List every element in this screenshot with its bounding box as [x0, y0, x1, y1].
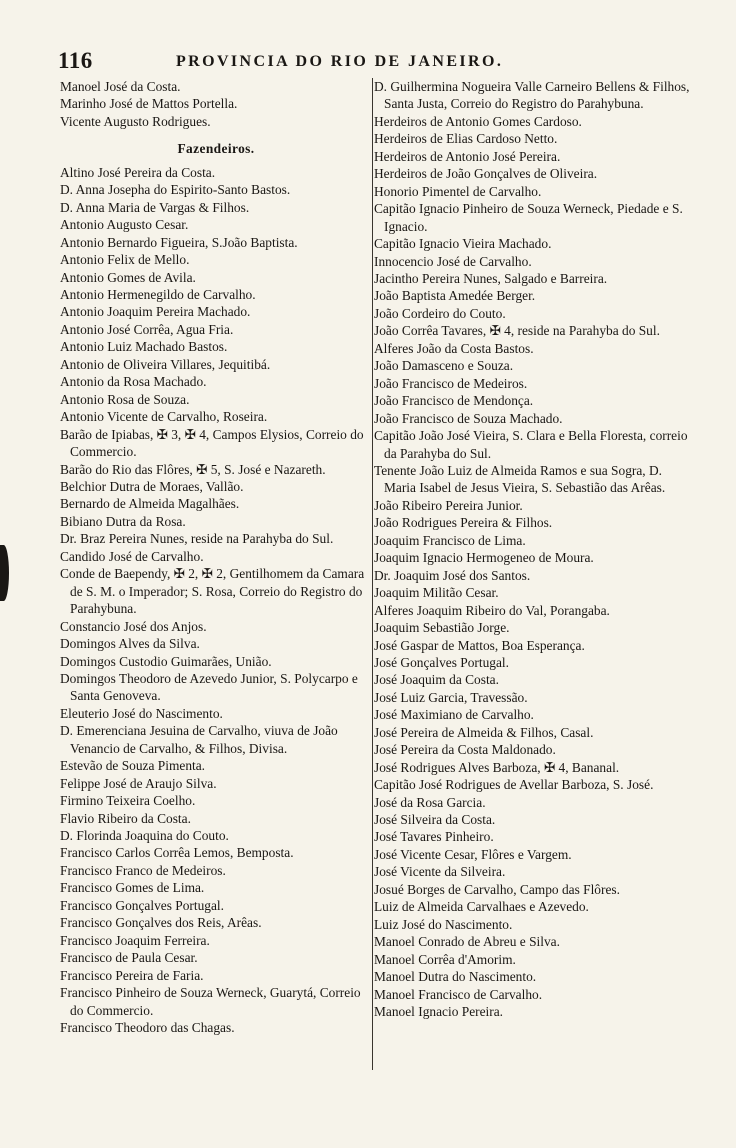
left-top-entries — [60, 78, 372, 130]
page-header — [58, 48, 698, 78]
directory-entry: José Maximiano de Carvalho. — [374, 707, 534, 723]
directory-entry: Manoel Francisco de Carvalho. — [374, 986, 543, 1002]
directory-entry: Bernardo de Almeida Magalhães. — [60, 496, 240, 512]
directory-entry: Luiz José do Nascimento. — [374, 916, 513, 932]
directory-entry: Francisco Theodoro das Chagas. — [60, 1020, 235, 1036]
directory-entry: Constancio José dos Anjos. — [60, 618, 207, 634]
directory-entry: Conde de Baependy, ✠ 2, ✠ 2, Gentilhomem da Camara de S. M. o Imperador; S. Rosa, Correio do Registro do Parahybuna. — [60, 566, 365, 617]
directory-entry: João Francisco de Medeiros. — [374, 375, 528, 391]
directory-entry: João Corrêa Tavares, ✠ 4, reside na Parahyba do Sul. — [374, 323, 660, 339]
directory-entry: João Rodrigues Pereira & Filhos. — [374, 515, 553, 531]
left-column — [60, 78, 372, 1036]
directory-entry: Joaquim Sebastião Jorge. — [374, 620, 510, 636]
directory-entry: Altino José Pereira da Costa. — [60, 164, 216, 180]
directory-entry: José Rodrigues Alves Barboza, ✠ 4, Bananal. — [374, 759, 620, 775]
column-divider — [372, 78, 373, 1070]
directory-entry: Jacintho Pereira Nunes, Salgado e Barreira. — [374, 270, 608, 286]
directory-entry: Antonio de Oliveira Villares, Jequitibá. — [60, 356, 271, 372]
directory-entry: Firmino Teixeira Coelho. — [60, 793, 196, 809]
directory-entry: Joaquim Francisco de Lima. — [374, 532, 526, 548]
directory-entry: Capitão José Rodrigues de Avellar Barboza, S. José. — [374, 777, 654, 793]
directory-entry: Manoel José da Costa. — [60, 79, 181, 94]
directory-entry: Flavio Ribeiro da Costa. — [60, 810, 191, 826]
directory-entry: José Tavares Pinheiro. — [374, 829, 494, 845]
directory-entry: Belchior Dutra de Moraes, Vallão. — [60, 478, 244, 494]
directory-entry: Domingos Custodio Guimarães, União. — [60, 653, 272, 669]
directory-entry: José Gonçalves Portugal. — [374, 654, 509, 670]
directory-entry: José Gaspar de Mattos, Boa Esperança. — [374, 637, 585, 653]
directory-entry: Antonio Felix de Mello. — [60, 252, 190, 268]
directory-entry: Manoel Corrêa d'Amorim. — [374, 951, 516, 967]
directory-entry: D. Anna Maria de Vargas & Filhos. — [60, 199, 250, 215]
directory-entry: Herdeiros de João Gonçalves de Oliveira. — [374, 166, 598, 182]
directory-entry: Antonio José Corrêa, Agua Fria. — [60, 321, 234, 337]
ink-blot — [0, 545, 9, 601]
directory-entry: Estevão de Souza Pimenta. — [60, 758, 206, 774]
directory-entry: D. Anna Josepha do Espirito-Santo Bastos. — [60, 182, 291, 198]
directory-entry: Antonio Bernardo Figueira, S.João Baptista. — [60, 234, 298, 250]
directory-entry: Honorio Pimentel de Carvalho. — [374, 183, 542, 199]
directory-entry: Domingos Alves da Silva. — [60, 636, 200, 652]
directory-entry: Francisco Carlos Corrêa Lemos, Bemposta. — [60, 845, 294, 861]
directory-entry: Joaquim Militão Cesar. — [374, 585, 499, 601]
directory-entry: Vicente Augusto Rodrigues. — [60, 113, 211, 129]
directory-entry: João Baptista Amedée Berger. — [374, 288, 536, 304]
directory-entry: Francisco Pinheiro de Souza Werneck, Guarytá, Correio do Commercio. — [60, 985, 361, 1018]
directory-entry: Capitão Ignacio Pinheiro de Souza Werneck, Piedade e S. Ignacio. — [374, 201, 683, 234]
directory-entry: Marinho José de Mattos Portella. — [60, 96, 238, 112]
directory-entry: Manoel Ignacio Pereira. — [374, 1004, 504, 1020]
directory-entry: José Luiz Garcia, Travessão. — [374, 689, 528, 705]
directory-entry: Joaquim Ignacio Hermogeneo de Moura. — [374, 550, 594, 566]
running-title: PROVINCIA DO RIO DE JANEIRO. — [176, 53, 504, 70]
directory-entry: D. Florinda Joaquina do Couto. — [60, 828, 229, 844]
directory-entry: Francisco de Paula Cesar. — [60, 950, 198, 966]
directory-entry: Francisco Joaquim Ferreira. — [60, 932, 210, 948]
left-entries — [60, 164, 372, 1037]
directory-entry: Antonio Vicente de Carvalho, Roseira. — [60, 409, 268, 425]
directory-entry: Antonio Gomes de Avila. — [60, 269, 196, 285]
right-entries — [374, 78, 692, 1020]
directory-entry: Herdeiros de Antonio Gomes Cardoso. — [374, 113, 582, 129]
directory-entry: Luiz de Almeida Carvalhaes e Azevedo. — [374, 899, 589, 915]
directory-entry: Herdeiros de Elias Cardoso Netto. — [374, 131, 558, 147]
directory-entry: Francisco Gonçalves dos Reis, Arêas. — [60, 915, 262, 931]
directory-entry: José Pereira de Almeida & Filhos, Casal. — [374, 724, 594, 740]
directory-entry: Josué Borges de Carvalho, Campo das Flôres. — [374, 881, 620, 897]
directory-entry: Antonio Hermenegildo de Carvalho. — [60, 286, 256, 302]
directory-entry: Antonio Rosa de Souza. — [60, 391, 190, 407]
directory-entry: Francisco Pereira de Faria. — [60, 967, 204, 983]
directory-entry: José Joaquim da Costa. — [374, 672, 499, 688]
directory-entry: José Vicente Cesar, Flôres e Vargem. — [374, 846, 572, 862]
directory-entry: Dr. Braz Pereira Nunes, reside na Parahyba do Sul. — [60, 531, 334, 547]
directory-entry: Francisco Gonçalves Portugal. — [60, 897, 224, 913]
directory-entry: Antonio Augusto Cesar. — [60, 217, 189, 233]
directory-entry: Felippe José de Araujo Silva. — [60, 775, 217, 791]
section-title: Fazendeiros. — [177, 141, 255, 157]
directory-entry: Alferes João da Costa Bastos. — [374, 340, 534, 356]
directory-entry: Antonio Luiz Machado Bastos. — [60, 339, 228, 355]
directory-entry: Tenente João Luiz de Almeida Ramos e sua Sogra, D. Maria Isabel de Jesus Vieira, S. Sebastião das Arêas. — [374, 462, 666, 496]
directory-entry: Antonio da Rosa Machado. — [60, 374, 207, 390]
directory-entry: Herdeiros de Antonio José Pereira. — [374, 148, 561, 164]
directory-entry: João Damasceno e Souza. — [374, 358, 514, 374]
directory-entry: D. Emerenciana Jesuina de Carvalho, viuva de João Venancio de Carvalho, & Filhos, Divisa. — [60, 723, 338, 756]
page-number: 116 — [58, 48, 93, 73]
directory-entry: Antonio Joaquim Pereira Machado. — [60, 304, 251, 320]
directory-entry: José Silveira da Costa. — [374, 812, 496, 828]
directory-entry: João Ribeiro Pereira Junior. — [374, 497, 523, 513]
directory-entry: Bibiano Dutra da Rosa. — [60, 513, 186, 529]
directory-entry: Barão do Rio das Flôres, ✠ 5, S. José e Nazareth. — [60, 461, 326, 477]
directory-entry: Eleuterio José do Nascimento. — [60, 705, 223, 721]
directory-entry: Francisco Franco de Medeiros. — [60, 862, 226, 878]
right-column — [374, 78, 692, 1020]
directory-entry: Capitão João José Vieira, S. Clara e Bella Floresta, correio da Parahyba do Sul. — [374, 428, 688, 461]
directory-entry: João Francisco de Mendonça. — [374, 393, 534, 409]
directory-entry: Manoel Dutra do Nascimento. — [374, 969, 537, 985]
directory-entry: João Francisco de Souza Machado. — [374, 410, 563, 426]
directory-entry: Alferes Joaquim Ribeiro do Val, Porangaba. — [374, 602, 610, 618]
directory-entry: Barão de Ipiabas, ✠ 3, ✠ 4, Campos Elysios, Correio do Commercio. — [60, 426, 364, 460]
directory-entry: Innocencio José de Carvalho. — [374, 253, 532, 269]
directory-entry: José da Rosa Garcia. — [374, 794, 486, 810]
directory-entry: Manoel Conrado de Abreu e Silva. — [374, 934, 560, 950]
directory-entry: José Vicente da Silveira. — [374, 864, 506, 880]
directory-entry: Dr. Joaquim José dos Santos. — [374, 567, 531, 583]
directory-entry: D. Guilhermina Nogueira Valle Carneiro Bellens & Filhos, Santa Justa, Correio do Registro do Parahybuna. — [374, 79, 690, 112]
directory-entry: Domingos Theodoro de Azevedo Junior, S. Polycarpo e Santa Genoveva. — [60, 670, 358, 704]
directory-entry: Capitão Ignacio Vieira Machado. — [374, 236, 552, 252]
directory-entry: Francisco Gomes de Lima. — [60, 880, 205, 896]
directory-entry: Candido José de Carvalho. — [60, 548, 204, 564]
directory-entry: João Cordeiro do Couto. — [374, 305, 506, 321]
directory-entry: José Pereira da Costa Maldonado. — [374, 742, 556, 758]
